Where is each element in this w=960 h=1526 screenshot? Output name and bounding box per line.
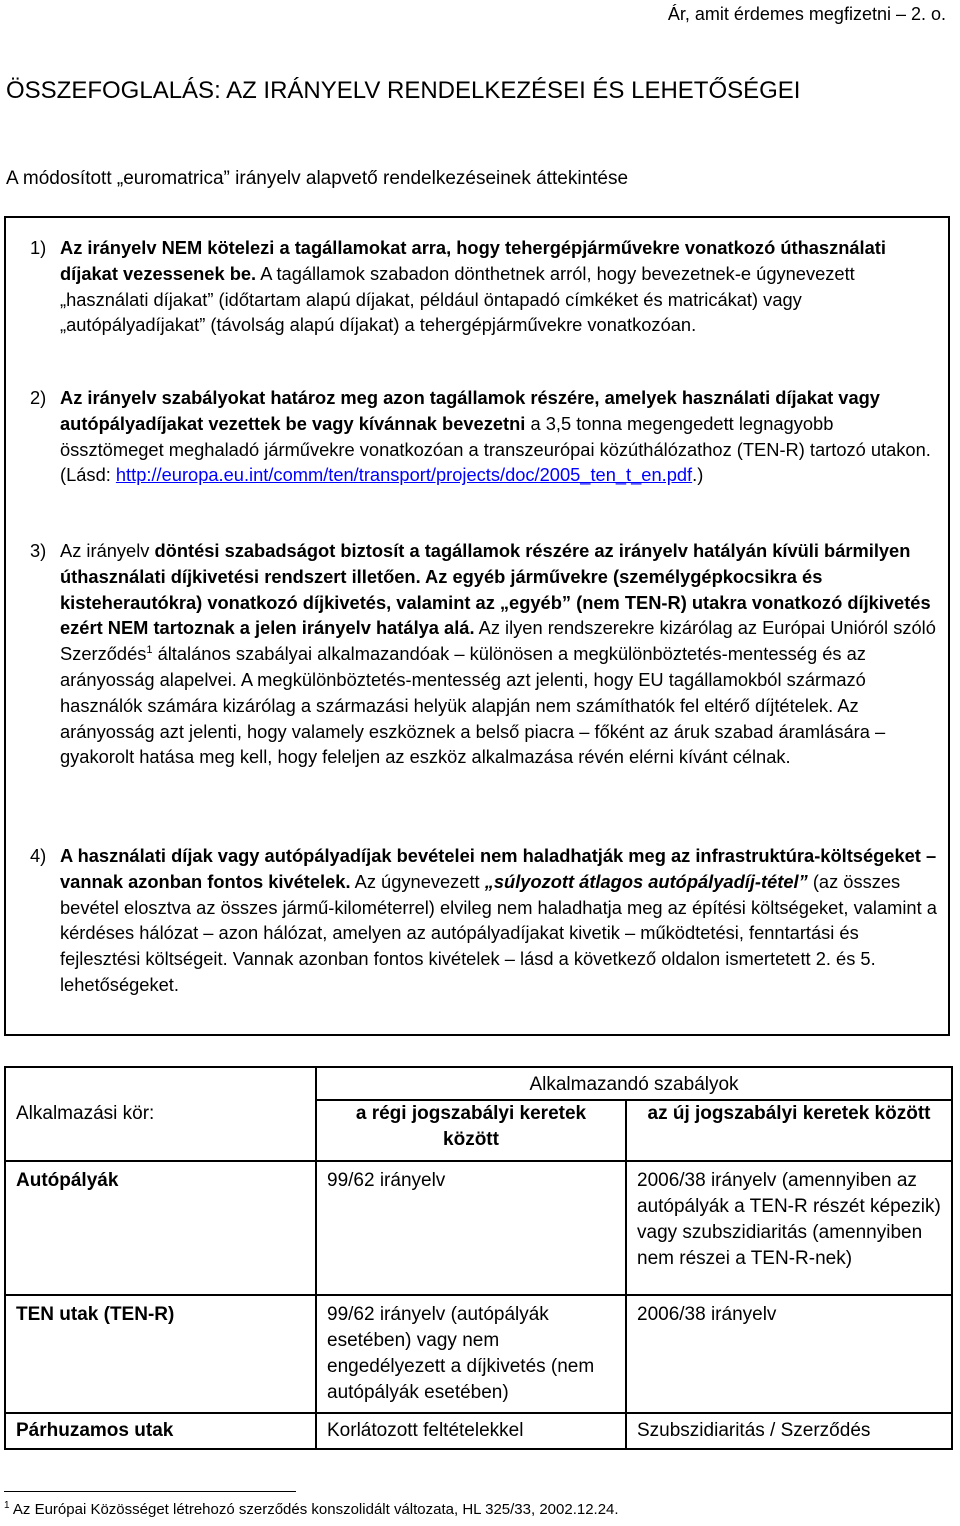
running-header: Ár, amit érdemes megfizetni – 2. o. <box>667 4 946 24</box>
list-item <box>30 843 940 998</box>
old-framework-header: a régi jogszabályi keretek között <box>316 1100 626 1161</box>
scope-cell: TEN utak (TEN-R) <box>5 1295 316 1413</box>
reference-link[interactable]: http://europa.eu.int/comm/ten/transport/projects/doc/2005_ten_t_en.pdf <box>115 464 693 486</box>
rules-header: Alkalmazandó szabályok <box>316 1067 952 1100</box>
item-number: 2) <box>30 387 47 408</box>
scope-cell: Autópályák <box>5 1161 316 1295</box>
list-item <box>30 385 940 488</box>
item-lead: döntési szabadságot biztosít a tagállamok részére az irányelv hatályán kívüli bármilyen úthasználati díjkivetési rendszert illetően. Az egyéb járművekre (személygépkocsikra és kisteherautókra) vonatkozó díjkivetés, valamint az „egyéb” (nem TEN-R) utakra vonatkozó díjkivetés ezért NEM tartoznak a jelen irányelv hatálya alá. <box>60 540 931 639</box>
old-rule-cell: 99/62 irányelv <box>316 1161 626 1295</box>
subtitle: A módosított „euromatrica” irányelv alapvető rendelkezéseinek áttekintése <box>6 168 629 189</box>
old-rule-cell: 99/62 irányelv (autópályák esetében) vagy nem engedélyezett a díjkivetés (nem autópályák esetében) <box>316 1295 626 1413</box>
item-text: általános szabályai alkalmazandóak – különösen a megkülönböztetés-mentesség és az arányosság alapelvei. A megkülönböztetés-mentesség azt jelenti, hogy EU tagállamokból származó használók számára kizárólag a származási helyük alapján nem számíthatók fel eltérő díjtételek. Az arányosság azt jelenti, hogy valamely eszköznek a belső piacra – főként az áruk szabad áramlására – gyakorolt hatása meg kell, hogy feleljen az eszköz alkalmazása révén elérni kívánt célnak. <box>60 643 886 768</box>
footnote-text: Az Európai Közösséget létrehozó szerződés konszolidált változata, HL 325/33, 2002.12.24. <box>12 1501 619 1518</box>
new-rule-cell: 2006/38 irányelv (amennyiben az autópályák a TEN-R részét képezik) vagy szubszidiaritás (amennyiben nem részei a TEN-R-nek) <box>626 1161 952 1295</box>
footnote-marker: 1 <box>4 1500 10 1511</box>
item-text: (az összes bevétel elosztva az összes jármű-kilométerrel) elvileg nem haladhatja meg az építési költségeket, valamint a kérdéses hálózat – azon hálózat, amelyen az autópályadíjakat kivetik – működtetési, fenntartási és fejlesztési költségeit. Vannak azonban fontos kivételek – lásd a következő oldalon ismertetett 2. és 5. lehetőségeket. <box>60 870 937 995</box>
list-item <box>30 538 940 770</box>
item-text: Az irányelv <box>60 540 155 561</box>
scope-header: Alkalmazási kör: <box>5 1067 316 1161</box>
page-title: ÖSSZEFOGLALÁS: AZ IRÁNYELV RENDELKEZÉSEI ÉS LEHETŐSÉGEI <box>6 77 801 104</box>
item-text: Az ilyen rendszerekre kizárólag az Európai Unióról szóló Szerződés <box>60 617 936 665</box>
item-lead: A használati díjak vagy autópályadíjak bevételei nem haladhatják meg az infrastruktúra-költségeket – vannak azonban fontos kivételek. <box>60 845 937 892</box>
list-item <box>30 235 940 338</box>
footnote-divider <box>4 1491 296 1492</box>
table-row <box>5 1413 952 1449</box>
new-framework-header: az új jogszabályi keretek között <box>626 1100 952 1161</box>
item-number: 3) <box>30 540 47 561</box>
footnote <box>4 1500 619 1520</box>
new-rule-cell: 2006/38 irányelv <box>626 1295 952 1413</box>
item-text: Az úgynevezett <box>350 870 485 892</box>
link-suffix: .) <box>692 464 704 486</box>
item-lead: Az irányelv szabályokat határoz meg azon tagállamok részére, amelyek használati díjakat vagy autópályadíjakat vezettek be vagy kívánnak bevezetni <box>60 387 880 434</box>
item-text: A tagállamok szabadon dönthetnek arról, hogy bevezetnek-e úgynevezett „használati díjakat” (időtartam alapú díjakat, például öntapadó címkéket és matricákat) vagy „autópályadíjakat” (távolság alapú díjakat) a tehergépjárművekre vonatkozóan. <box>60 262 855 336</box>
scope-cell: Párhuzamos utak <box>5 1413 316 1449</box>
table-row <box>5 1161 952 1295</box>
new-rule-cell: Szubszidiaritás / Szerződés <box>626 1413 952 1449</box>
item-number: 1) <box>30 237 47 258</box>
item-emphasis: „súlyozott átlagos autópályadíj-tétel” <box>484 870 808 892</box>
summary-box <box>4 216 950 1036</box>
item-number: 4) <box>30 845 47 866</box>
item-lead: Az irányelv NEM kötelezi a tagállamokat arra, hogy tehergépjárművekre vonatkozó úthasználati díjakat vezessenek be. <box>60 237 886 284</box>
table-row <box>5 1295 952 1413</box>
table-header-row <box>5 1067 952 1100</box>
rules-table <box>4 1066 953 1450</box>
footnote-ref[interactable]: 1 <box>146 644 153 657</box>
link-prefix: (Lásd: <box>60 464 116 486</box>
old-rule-cell: Korlátozott feltételekkel <box>316 1413 626 1449</box>
item-text: a 3,5 tonna megengedett legnagyobb össztömeget meghaladó járművekre vonatkozóan a transzeurópai közúthálózathoz (TEN-R) tartozó utakon. <box>60 412 931 460</box>
